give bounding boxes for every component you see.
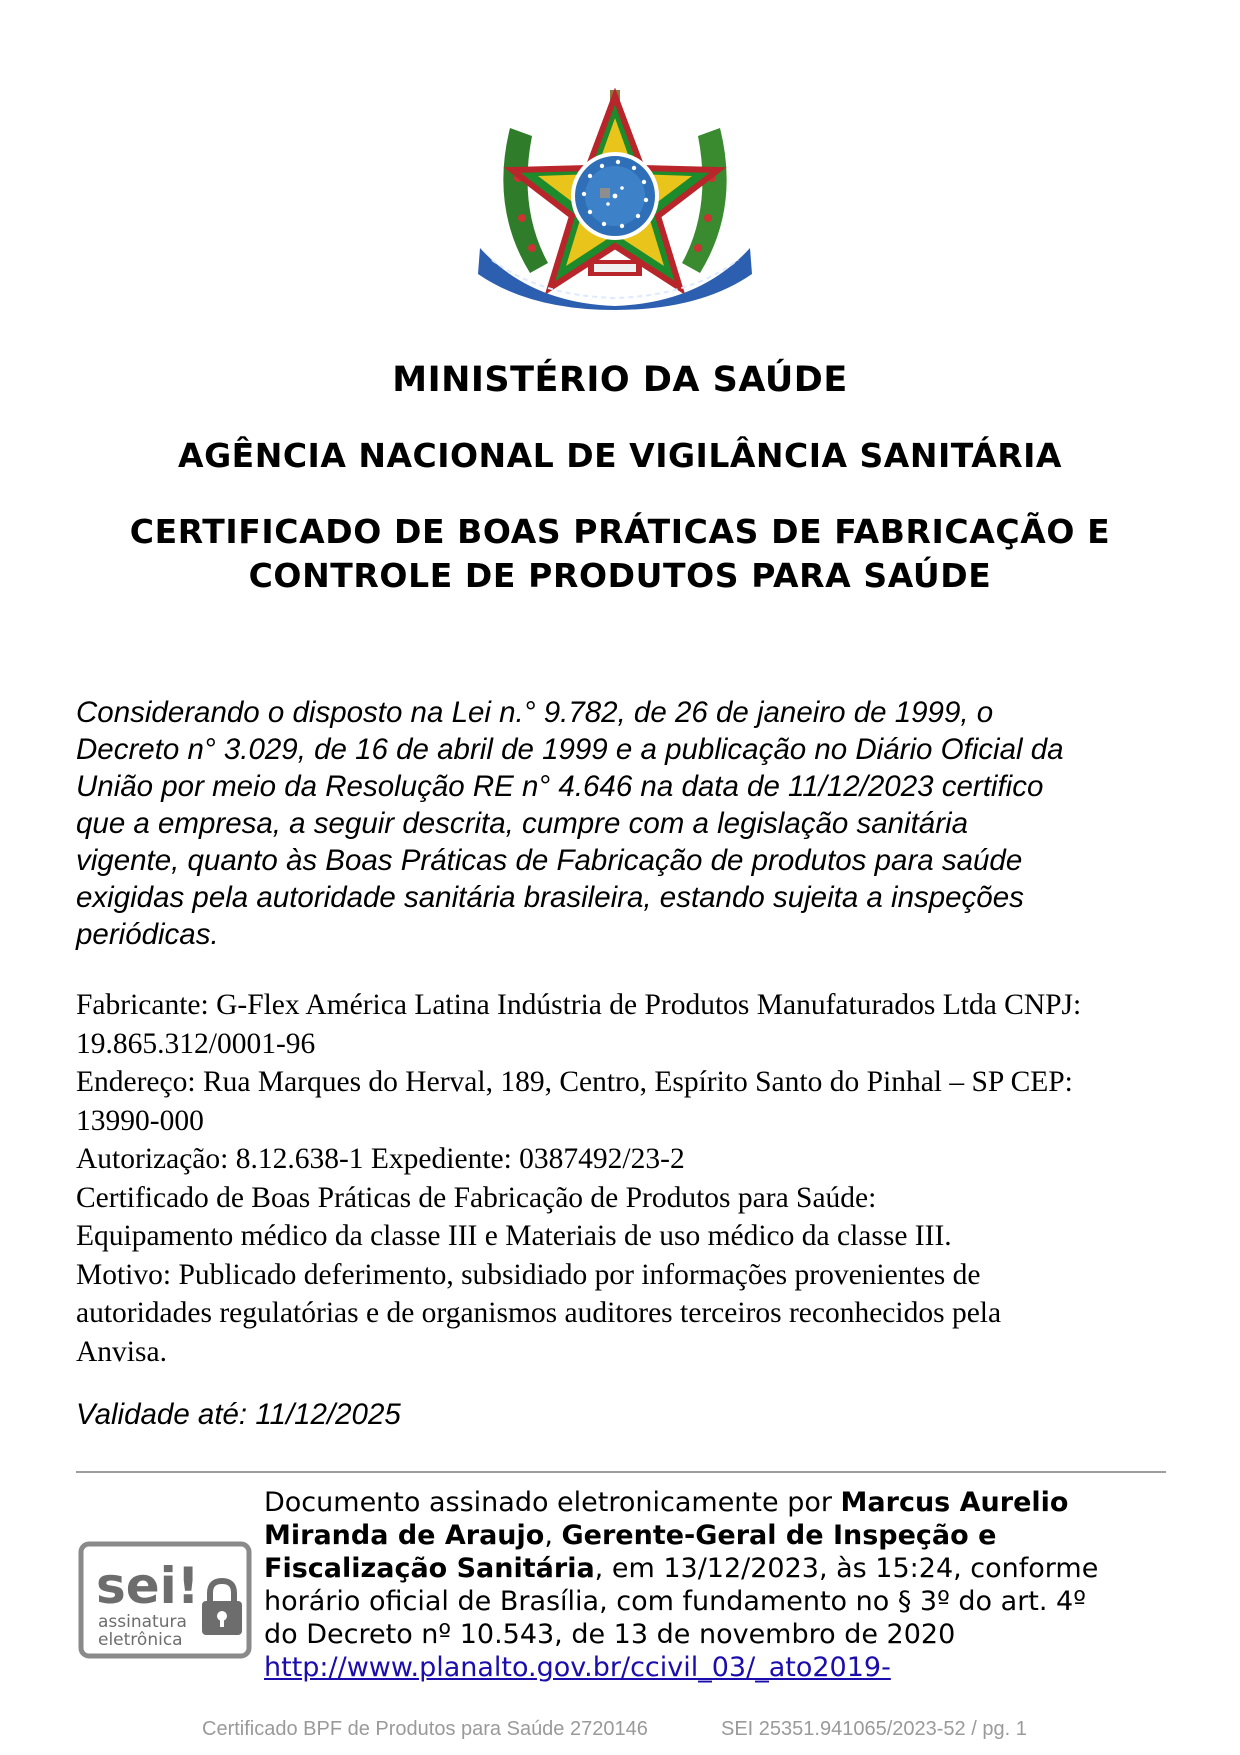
intro-line: vigente, quanto às Boas Práticas de Fabricação de produtos para saúde: [76, 844, 1023, 877]
certificate-title-line: CERTIFICADO DE BOAS PRÁTICAS DE FABRICAÇÃO E: [129, 512, 1111, 551]
signature-line: do Decreto nº 10.543, de 13 de novembro de 2020: [264, 1619, 956, 1650]
signature-line: [264, 1486, 1184, 1519]
coat-of-arms-emblem: [470, 88, 760, 310]
footer-page-reference: SEI 25351.941065/2023-52 / pg. 1: [721, 1718, 1027, 1740]
signature-separator: ,: [544, 1520, 562, 1551]
intro-line: Considerando o disposto na Lei n.° 9.782, de 26 de janeiro de 1999, o: [76, 696, 994, 729]
validity-date: Validade até: 11/12/2025: [76, 1398, 401, 1431]
detail-line: Endereço: Rua Marques do Herval, 189, Centro, Espírito Santo do Pinhal – SP CEP:: [76, 1066, 1073, 1098]
detail-line: Certificado de Boas Práticas de Fabricação de Produtos para Saúde:: [76, 1181, 877, 1214]
signature-line: [264, 1552, 1184, 1585]
detail-line: Autorização: 8.12.638-1 Expediente: 0387492/23-2: [76, 1143, 685, 1175]
ministry-heading: MINISTÉRIO DA SAÚDE: [392, 360, 848, 400]
signature-line: horário oficial de Brasília, com fundamento no § 3º do art. 4º: [264, 1586, 1086, 1617]
electronic-signature-text: [264, 1486, 1184, 1684]
seal-word: sei!: [96, 1557, 200, 1615]
footer-document-name: Certificado BPF de Produtos para Saúde 2720146: [202, 1718, 648, 1740]
company-details: [76, 986, 1176, 1371]
seal-line: eletrônica: [98, 1630, 183, 1650]
detail-line: Motivo: Publicado deferimento, subsidiado por informações provenientes de: [76, 1258, 981, 1291]
certificate-title: [60, 510, 1180, 598]
detail-line: autoridades regulatórias e de organismos auditores terceiros reconhecidos pela: [76, 1297, 1002, 1329]
intro-line: periódicas.: [76, 918, 219, 951]
intro-line: exigidas pela autoridade sanitária brasileira, estando sujeita a inspeções: [76, 881, 1024, 914]
certificate-title-line: CONTROLE DE PRODUTOS PARA SAÚDE: [248, 556, 992, 595]
signature-divider: [76, 1471, 1166, 1473]
sei-signature-seal: [78, 1541, 252, 1659]
detail-line: Fabricante: G-Flex América Latina Indústria de Produtos Manufaturados Ltda CNPJ:: [76, 989, 1082, 1021]
detail-line: Equipamento médico da classe III e Materiais de uso médico da classe III.: [76, 1220, 952, 1252]
signature-line: [264, 1519, 1184, 1552]
signature-timestamp: , em 13/12/2023, às 15:24, conforme: [594, 1553, 1099, 1584]
intro-paragraph: [76, 694, 1176, 953]
signer-name: Miranda de Araujo: [264, 1520, 545, 1551]
signature-prefix: Documento assinado eletronicamente por: [264, 1487, 841, 1518]
intro-line: União por meio da Resolução RE n° 4.646 na data de 11/12/2023 certifico: [76, 770, 1044, 803]
intro-line: Decreto n° 3.029, de 16 de abril de 1999 e a publicação no Diário Oficial da: [76, 733, 1064, 766]
signature-line: [264, 1651, 1184, 1684]
signer-role: Gerente-Geral de Inspeção e: [561, 1520, 997, 1551]
seal-line: assinatura: [98, 1612, 187, 1632]
detail-line: 13990-000: [76, 1104, 204, 1137]
signer-name: Marcus Aurelio: [840, 1487, 1069, 1518]
detail-line: 19.865.312/0001-96: [76, 1027, 316, 1060]
decree-link[interactable]: http://www.planalto.gov.br/ccivil_03/_ato2019-: [264, 1652, 891, 1683]
agency-heading: AGÊNCIA NACIONAL DE VIGILÂNCIA SANITÁRIA: [178, 436, 1062, 475]
signer-role: Fiscalização Sanitária: [264, 1553, 595, 1584]
detail-line: Anvisa.: [76, 1335, 167, 1368]
intro-line: que a empresa, a seguir descrita, cumpre com a legislação sanitária: [76, 807, 969, 840]
